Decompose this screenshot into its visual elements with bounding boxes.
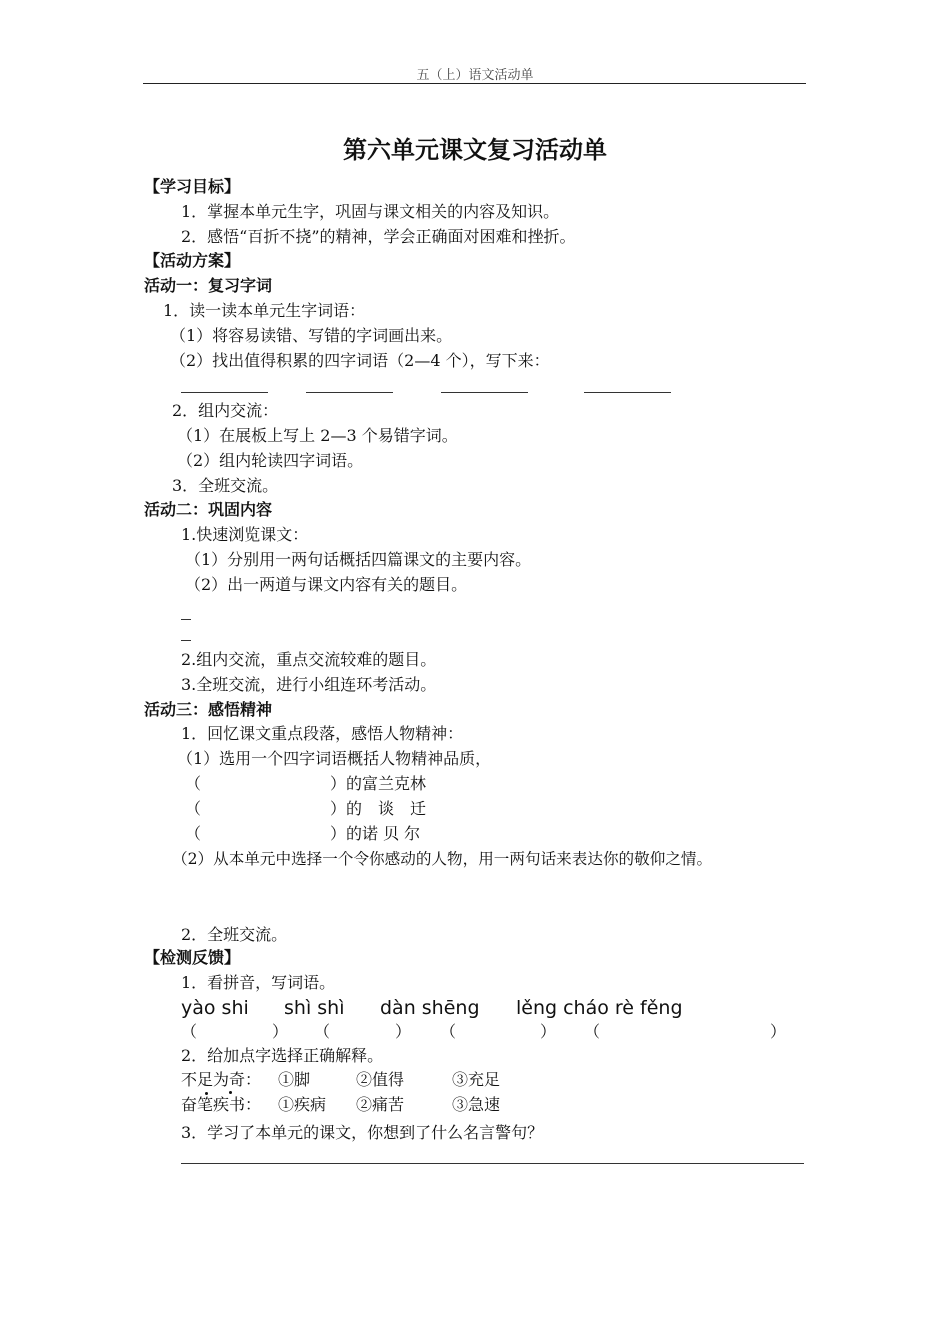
answer-paren-open[interactable]: （ (181, 1022, 198, 1041)
activity3-line: （1）选用一个四字词语概括人物精神品质， (177, 749, 492, 768)
answer-blank[interactable] (306, 392, 393, 393)
activity1-line: （1）将容易读错、写错的字词画出来。 (170, 326, 453, 345)
activity2-line: 2.组内交流，重点交流较难的题目。 (181, 650, 437, 669)
activity1-heading: 活动一：复习字词 (144, 276, 273, 295)
fill-person: ）的富兰克林 (330, 774, 427, 793)
pinyin-item: dàn shēng (380, 997, 480, 1019)
page-header: 五（上）语文活动单 (416, 68, 534, 83)
idiom-word: 不足为奇： (181, 1070, 262, 1089)
fill-person: ）的 谈 迁 (330, 799, 427, 818)
header-rule (143, 83, 806, 84)
fill-open-paren: （ (185, 774, 202, 793)
answer-paren-close: ） (395, 1022, 412, 1041)
activity2-line: （2）出一两道与课文内容有关的题目。 (185, 575, 468, 594)
pinyin-item: yào shi (181, 997, 249, 1019)
meaning-option[interactable]: ③急速 (452, 1095, 501, 1114)
answer-blank[interactable] (181, 619, 191, 620)
fill-open-paren: （ (185, 824, 202, 843)
activity2-line: 1.快速浏览课文： (181, 525, 309, 544)
answer-paren-close: ） (770, 1022, 787, 1041)
meaning-option[interactable]: ②值得 (356, 1070, 405, 1089)
answer-blank[interactable] (441, 392, 528, 393)
plan-heading: 【活动方案】 (144, 251, 241, 270)
fill-open-paren: （ (185, 799, 202, 818)
activity3-line: 1．回忆课文重点段落，感悟人物精神： (181, 724, 464, 743)
activity2-heading: 活动二：巩固内容 (144, 500, 273, 519)
activity2-line: （1）分别用一两句话概括四篇课文的主要内容。 (185, 550, 532, 569)
goal-item: 1．掌握本单元生字，巩固与课文相关的内容及知识。 (181, 202, 560, 221)
answer-paren-open[interactable]: （ (314, 1022, 331, 1041)
emphasis-dot (229, 1091, 232, 1094)
feedback-question: 2．给加点字选择正确解释。 (181, 1046, 384, 1065)
meaning-option[interactable]: ①疾病 (278, 1095, 327, 1114)
activity2-line: 3.全班交流，进行小组连环考活动。 (181, 675, 437, 694)
answer-paren-close: ） (272, 1022, 289, 1041)
feedback-question: 3．学习了本单元的课文，你想到了什么名言警句？ (181, 1123, 544, 1142)
answer-paren-open[interactable]: （ (440, 1022, 457, 1041)
idiom-word: 奋笔疾书： (181, 1095, 262, 1114)
activity1-line: （2）找出值得积累的四字词语（2—4 个），写下来： (170, 351, 550, 370)
meaning-option[interactable]: ②痛苦 (356, 1095, 405, 1114)
answer-blank[interactable] (181, 392, 268, 393)
activity3-question: 2．全班交流。 (181, 925, 288, 944)
feedback-heading: 【检测反馈】 (144, 948, 241, 967)
goals-heading: 【学习目标】 (144, 177, 241, 196)
pinyin-item: lěng cháo rè fěng (516, 997, 683, 1019)
answer-paren-open[interactable]: （ (584, 1022, 601, 1041)
meaning-option[interactable]: ①脚 (278, 1070, 311, 1089)
activity1-line: 3．全班交流。 (172, 476, 279, 495)
answer-blank[interactable] (584, 392, 671, 393)
activity3-question: （2）从本单元中选择一个令你感动的人物，用一两句话来表达你的敬仰之情。 (172, 850, 713, 868)
page-title: 第六单元课文复习活动单 (343, 135, 607, 164)
answer-blank[interactable] (181, 640, 191, 641)
activity3-heading: 活动三：感悟精神 (144, 700, 273, 719)
activity1-line: （2）组内轮读四字词语。 (177, 451, 364, 470)
activity1-line: 1．读一读本单元生字词语： (163, 301, 366, 320)
activity1-line: 2．组内交流： (172, 401, 279, 420)
answer-line[interactable] (181, 1163, 804, 1164)
goal-item: 2．感悟“百折不挠”的精神，学会正确面对困难和挫折。 (181, 227, 576, 246)
feedback-question: 1．看拼音，写词语。 (181, 973, 336, 992)
answer-paren-close: ） (540, 1022, 557, 1041)
activity1-line: （1）在展板上写上 2—3 个易错字词。 (177, 426, 458, 445)
meaning-option[interactable]: ③充足 (452, 1070, 501, 1089)
fill-person: ）的诺 贝 尔 (330, 824, 421, 843)
pinyin-item: shì shì (284, 997, 345, 1019)
